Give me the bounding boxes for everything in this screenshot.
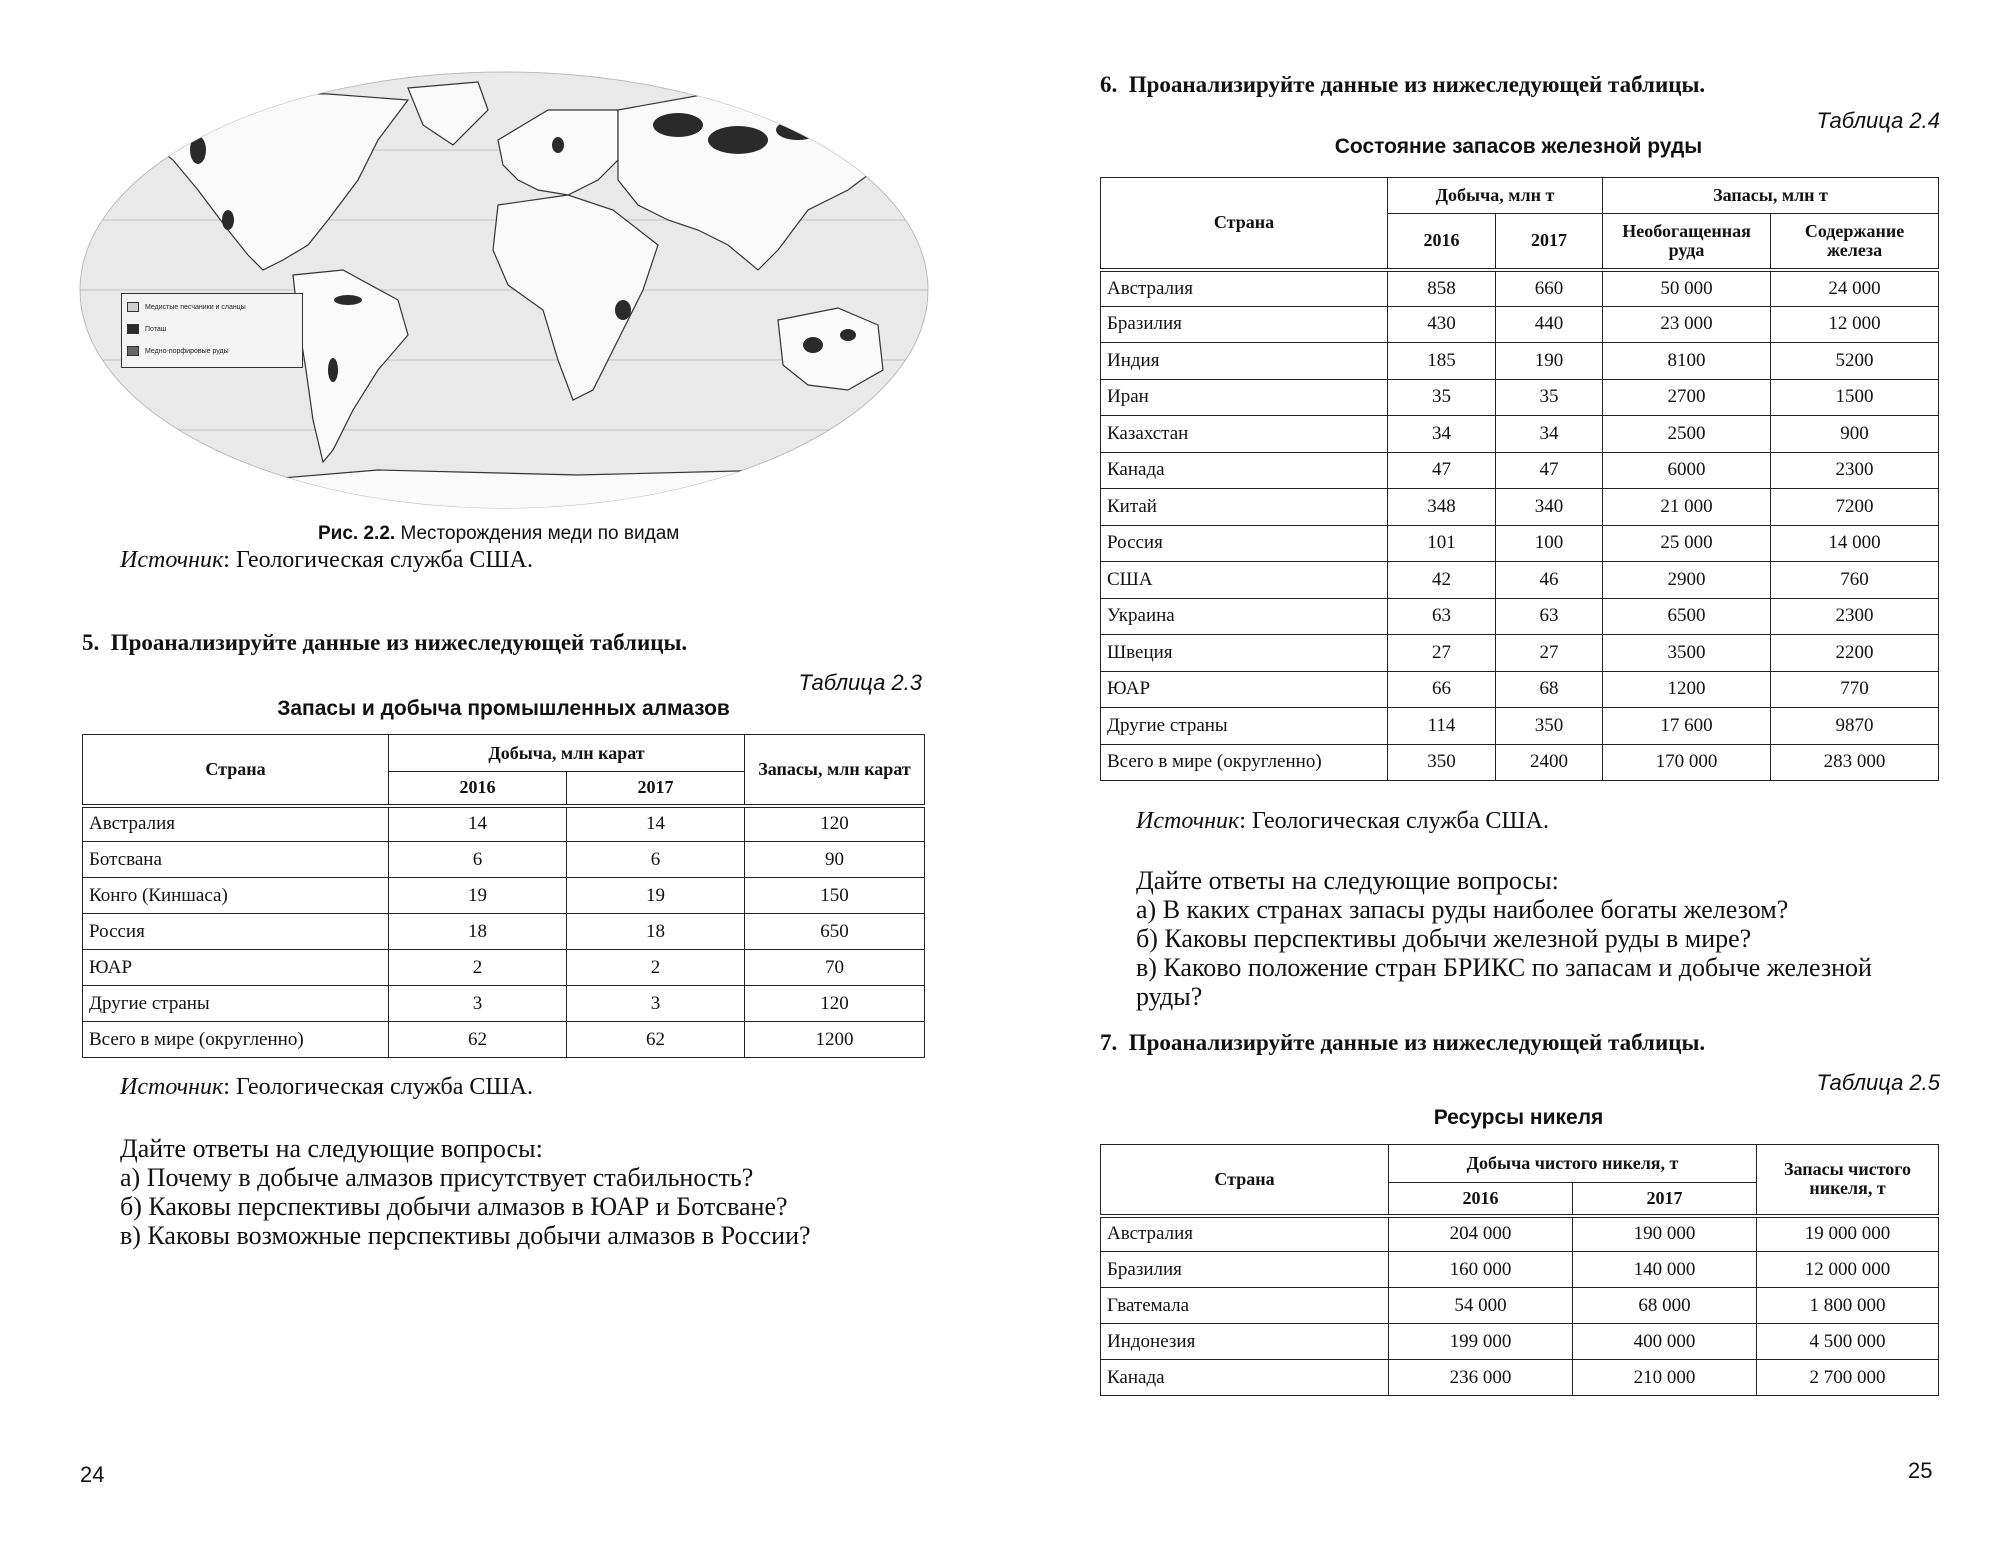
question-c: в) Каково положение стран БРИКС по запасам и добыче железной: [1136, 953, 1872, 982]
cell-value: 650: [745, 914, 925, 950]
cell-value: 27: [1388, 635, 1496, 672]
legend-item: [127, 298, 302, 316]
table-row: [1101, 379, 1939, 416]
cell-value: 7200: [1771, 489, 1939, 526]
source-text: : Геологическая служба США.: [223, 547, 533, 573]
cell-value: 101: [1388, 525, 1496, 562]
cell-value: 35: [1388, 379, 1496, 416]
cell-value: 27: [1496, 635, 1603, 672]
map-legend: [121, 293, 303, 368]
cell-value: 6: [389, 842, 567, 878]
cell-value: 62: [567, 1022, 745, 1058]
legend-label: Медно-порфировые руды: [145, 347, 229, 355]
source-text: : Геологическая служба США.: [1239, 808, 1549, 834]
cell-value: 17 600: [1603, 708, 1771, 745]
col-header-ore: Необогащенная руда: [1603, 214, 1771, 270]
cell-value: 430: [1388, 306, 1496, 343]
col-header-production: Добыча чистого никеля, т: [1389, 1145, 1757, 1183]
figure-caption-text: Месторождения меди по видам: [395, 523, 680, 544]
cell-value: 8100: [1603, 343, 1771, 380]
page-number-right: 25: [1908, 1458, 1933, 1483]
cell-country: Иран: [1101, 379, 1388, 416]
cell-value: 2: [389, 950, 567, 986]
cell-value: 340: [1496, 489, 1603, 526]
cell-value: 2300: [1771, 452, 1939, 489]
cell-country: Австралия: [1101, 270, 1388, 307]
cell-value: 2500: [1603, 416, 1771, 453]
cell-value: 62: [389, 1022, 567, 1058]
table-2-4-source: [1136, 808, 1549, 835]
table-row: [83, 806, 925, 842]
cell-value: 68 000: [1573, 1288, 1757, 1324]
cell-value: 2900: [1603, 562, 1771, 599]
cell-value: 23 000: [1603, 306, 1771, 343]
cell-value: 770: [1771, 671, 1939, 708]
cell-value: 400 000: [1573, 1324, 1757, 1360]
cell-value: 63: [1388, 598, 1496, 635]
cell-value: 54 000: [1389, 1288, 1573, 1324]
cell-country: Гватемала: [1101, 1288, 1389, 1324]
col-header-country: Страна: [83, 735, 389, 806]
cell-value: 236 000: [1389, 1360, 1573, 1396]
cell-value: 858: [1388, 270, 1496, 307]
world-map: [78, 70, 930, 510]
cell-value: 21 000: [1603, 489, 1771, 526]
col-header-2017: 2017: [1496, 214, 1603, 270]
cell-country: США: [1101, 562, 1388, 599]
cell-value: 1500: [1771, 379, 1939, 416]
cell-country: Россия: [83, 914, 389, 950]
cell-value: 440: [1496, 306, 1603, 343]
table-row: [1101, 1288, 1939, 1324]
col-header-2017: 2017: [567, 772, 745, 806]
legend-label: Медистые песчаники и сланцы: [145, 303, 246, 311]
cell-value: 1 800 000: [1757, 1288, 1939, 1324]
legend-swatch: [127, 324, 139, 334]
cell-country: Казахстан: [1101, 416, 1388, 453]
figure-caption: [318, 523, 679, 545]
col-header-iron: Содержание железа: [1771, 214, 1939, 270]
cell-value: 204 000: [1389, 1216, 1573, 1252]
table-row: [83, 950, 925, 986]
col-header-production: Добыча, млн карат: [389, 735, 745, 772]
cell-country: Другие страны: [1101, 708, 1388, 745]
cell-country: Бразилия: [1101, 1252, 1389, 1288]
cell-country: Всего в мире (округленно): [83, 1022, 389, 1058]
cell-value: 1200: [1603, 671, 1771, 708]
table-row: [1101, 598, 1939, 635]
col-header-country: Страна: [1101, 178, 1388, 270]
cell-value: 34: [1388, 416, 1496, 453]
cell-value: 6: [567, 842, 745, 878]
col-header-2017: 2017: [1573, 1183, 1757, 1216]
table-row: [83, 842, 925, 878]
table-2-5-label: Таблица 2.5: [1816, 1070, 1940, 1095]
task-5-heading: 5. Проанализируйте данные из нижеследующей таблицы.: [82, 630, 688, 655]
table-row: [83, 1022, 925, 1058]
figure-source: [120, 547, 533, 574]
cell-country: Швеция: [1101, 635, 1388, 672]
cell-value: 18: [567, 914, 745, 950]
cell-country: Канада: [1101, 452, 1388, 489]
question-a: а) В каких странах запасы руды наиболее богаты железом?: [1136, 895, 1789, 924]
legend-item: [127, 342, 302, 360]
cell-value: 4 500 000: [1757, 1324, 1939, 1360]
table-row: [1101, 525, 1939, 562]
cell-value: 190 000: [1573, 1216, 1757, 1252]
table-row: [1101, 1216, 1939, 1252]
cell-value: 160 000: [1389, 1252, 1573, 1288]
table-row: [83, 986, 925, 1022]
cell-value: 42: [1388, 562, 1496, 599]
table-row: [1101, 671, 1939, 708]
cell-value: 348: [1388, 489, 1496, 526]
right-questions: [1136, 866, 1872, 1011]
source-label: Источник: [120, 1074, 224, 1100]
table-row: [1101, 270, 1939, 307]
cell-country: Россия: [1101, 525, 1388, 562]
col-header-2016: 2016: [1389, 1183, 1573, 1216]
col-header-reserves: Запасы, млн карат: [745, 735, 925, 806]
cell-value: 12 000 000: [1757, 1252, 1939, 1288]
table-2-3-source: [120, 1074, 533, 1101]
table-row: [1101, 635, 1939, 672]
cell-value: 9870: [1771, 708, 1939, 745]
table-row: [1101, 452, 1939, 489]
table-row: [1101, 562, 1939, 599]
cell-value: 19 000 000: [1757, 1216, 1939, 1252]
left-questions: [120, 1134, 811, 1250]
cell-value: 2: [567, 950, 745, 986]
cell-value: 185: [1388, 343, 1496, 380]
cell-value: 283 000: [1771, 744, 1939, 781]
col-header-reserves: Запасы, млн т: [1603, 178, 1939, 214]
cell-country: Канада: [1101, 1360, 1389, 1396]
cell-value: 25 000: [1603, 525, 1771, 562]
cell-value: 2 700 000: [1757, 1360, 1939, 1396]
questions-intro: Дайте ответы на следующие вопросы:: [1136, 866, 1559, 895]
cell-value: 34: [1496, 416, 1603, 453]
col-header-production: Добыча, млн т: [1388, 178, 1603, 214]
cell-country: Всего в мире (округленно): [1101, 744, 1388, 781]
cell-country: Индия: [1101, 343, 1388, 380]
cell-value: 14: [389, 806, 567, 842]
cell-value: 900: [1771, 416, 1939, 453]
question-b: б) Каковы перспективы добычи железной руды в мире?: [1136, 924, 1752, 953]
table-2-3-title: Запасы и добыча промышленных алмазов: [277, 697, 730, 720]
cell-value: 2700: [1603, 379, 1771, 416]
cell-country: Индонезия: [1101, 1324, 1389, 1360]
cell-value: 170 000: [1603, 744, 1771, 781]
cell-value: 3500: [1603, 635, 1771, 672]
cell-value: 350: [1388, 744, 1496, 781]
cell-value: 210 000: [1573, 1360, 1757, 1396]
col-header-2016: 2016: [1388, 214, 1496, 270]
page-number-left: 24: [80, 1462, 105, 1487]
cell-value: 18: [389, 914, 567, 950]
cell-country: ЮАР: [83, 950, 389, 986]
cell-value: 100: [1496, 525, 1603, 562]
table-2-5-title: Ресурсы никеля: [1433, 1106, 1604, 1129]
cell-country: Украина: [1101, 598, 1388, 635]
legend-item: [127, 320, 302, 338]
table-row: [1101, 744, 1939, 781]
col-header-reserves: Запасы чистого никеля, т: [1757, 1145, 1939, 1216]
legend-swatch: [127, 346, 139, 356]
legend-swatch: [127, 302, 139, 312]
cell-value: 1200: [745, 1022, 925, 1058]
task-7-heading: 7. Проанализируйте данные из нижеследующей таблицы.: [1100, 1030, 1706, 1055]
cell-value: 5200: [1771, 343, 1939, 380]
cell-value: 14: [567, 806, 745, 842]
cell-value: 199 000: [1389, 1324, 1573, 1360]
cell-value: 350: [1496, 708, 1603, 745]
col-header-country: Страна: [1101, 1145, 1389, 1216]
cell-value: 63: [1496, 598, 1603, 635]
figure-caption-number: Рис. 2.2.: [318, 523, 396, 544]
cell-value: 68: [1496, 671, 1603, 708]
cell-country: Китай: [1101, 489, 1388, 526]
table-2-4-label: Таблица 2.4: [1816, 108, 1940, 133]
table-row: [1101, 343, 1939, 380]
source-label: Источник: [1136, 808, 1240, 834]
question-b: б) Каковы перспективы добычи алмазов в ЮАР и Ботсване?: [120, 1192, 788, 1221]
table-row: [1101, 306, 1939, 343]
table-row: [1101, 1252, 1939, 1288]
cell-value: 6500: [1603, 598, 1771, 635]
cell-value: 47: [1496, 452, 1603, 489]
questions-intro: Дайте ответы на следующие вопросы:: [120, 1134, 543, 1163]
cell-value: 760: [1771, 562, 1939, 599]
cell-value: 3: [389, 986, 567, 1022]
cell-value: 6000: [1603, 452, 1771, 489]
cell-value: 660: [1496, 270, 1603, 307]
cell-value: 35: [1496, 379, 1603, 416]
cell-country: Ботсвана: [83, 842, 389, 878]
col-header-2016: 2016: [389, 772, 567, 806]
cell-value: 90: [745, 842, 925, 878]
cell-value: 19: [389, 878, 567, 914]
nickel-table: [1100, 1144, 1939, 1396]
cell-value: 2300: [1771, 598, 1939, 635]
cell-value: 120: [745, 806, 925, 842]
table-2-4-title: Состояние запасов железной руды: [1334, 135, 1703, 158]
table-row: [1101, 416, 1939, 453]
task-6-heading: 6. Проанализируйте данные из нижеследующей таблицы.: [1100, 72, 1706, 97]
cell-country: Австралия: [1101, 1216, 1389, 1252]
table-2-3-label: Таблица 2.3: [798, 670, 922, 695]
cell-country: ЮАР: [1101, 671, 1388, 708]
cell-value: 12 000: [1771, 306, 1939, 343]
cell-country: Конго (Киншаса): [83, 878, 389, 914]
table-row: [1101, 1324, 1939, 1360]
table-row: [1101, 489, 1939, 526]
source-text: : Геологическая служба США.: [223, 1074, 533, 1100]
cell-value: 19: [567, 878, 745, 914]
cell-value: 66: [1388, 671, 1496, 708]
source-label: Источник: [120, 547, 224, 573]
cell-value: 114: [1388, 708, 1496, 745]
iron-ore-table: [1100, 177, 1939, 781]
question-c: в) Каковы возможные перспективы добычи алмазов в России?: [120, 1221, 811, 1250]
diamonds-table: [82, 734, 925, 1058]
table-row: [83, 914, 925, 950]
question-c-continued: руды?: [1136, 982, 1203, 1011]
cell-country: Другие страны: [83, 986, 389, 1022]
cell-value: 70: [745, 950, 925, 986]
cell-value: 47: [1388, 452, 1496, 489]
cell-value: 14 000: [1771, 525, 1939, 562]
cell-value: 150: [745, 878, 925, 914]
cell-value: 3: [567, 986, 745, 1022]
cell-country: Бразилия: [1101, 306, 1388, 343]
legend-label: Поташ: [145, 325, 167, 333]
cell-value: 140 000: [1573, 1252, 1757, 1288]
cell-value: 120: [745, 986, 925, 1022]
table-row: [1101, 708, 1939, 745]
cell-country: Австралия: [83, 806, 389, 842]
cell-value: 46: [1496, 562, 1603, 599]
cell-value: 2200: [1771, 635, 1939, 672]
cell-value: 190: [1496, 343, 1603, 380]
cell-value: 50 000: [1603, 270, 1771, 307]
question-a: а) Почему в добыче алмазов присутствует стабильность?: [120, 1163, 754, 1192]
cell-value: 2400: [1496, 744, 1603, 781]
table-row: [83, 878, 925, 914]
table-row: [1101, 1360, 1939, 1396]
cell-value: 24 000: [1771, 270, 1939, 307]
